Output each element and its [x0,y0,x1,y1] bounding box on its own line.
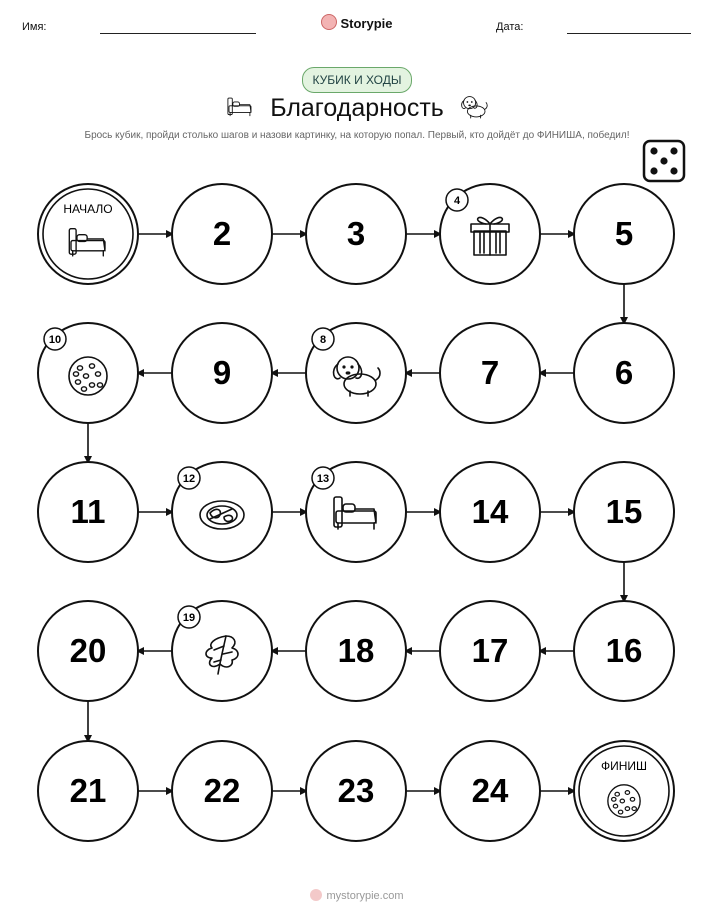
pig-logo-icon [310,889,322,901]
cell-number: 2 [212,215,232,252]
badge-number: 19 [182,612,196,624]
die-pip [650,167,657,174]
cell-number: 17 [471,632,509,669]
cell-number-badge [446,189,468,211]
puppy-icon [462,97,488,118]
board-cell-18 [306,601,406,701]
game-badge: КУБИК И ХОДЫ [302,67,412,93]
brand-name: Storypie [340,16,393,31]
board-cell-17 [440,601,540,701]
board-cell-23 [306,741,406,841]
die-icon [644,141,684,181]
instructions: Брось кубик, пройди столько шагов и назови картинку, на которую попал. Первый, кто дойдёт до ФИНИША, победил! [84,130,630,141]
die-pip [650,147,657,154]
board-cell-22 [172,741,272,841]
badge-number: 8 [319,334,327,346]
badge-number: 4 [453,195,461,207]
board-cell-1 [38,184,138,284]
cell-number: 23 [337,772,375,809]
die-pip [670,147,677,154]
die-pip [670,167,677,174]
board-cell-2 [172,184,272,284]
board-cell-25 [574,741,674,841]
cell-number: 21 [69,772,107,809]
board-cell-10 [38,323,138,423]
cell-number: 14 [471,493,509,530]
cell-number-badge [312,328,334,350]
footer-text: mystorypie.com [326,890,404,902]
board-cell-3 [306,184,406,284]
finish-label: ФИНИШ [600,759,648,773]
cell-number-badge [178,467,200,489]
board-cell-16 [574,601,674,701]
cell-number: 3 [346,215,366,252]
board-cell-13 [306,462,406,562]
die-pip [660,157,667,164]
board-cell-7 [440,323,540,423]
cell-number: 18 [337,632,375,669]
name-label: Имя: [22,21,47,33]
board-cell-14 [440,462,540,562]
board-cell-20 [38,601,138,701]
cell-number: 6 [614,354,634,391]
cell-number: 5 [614,215,634,252]
board-cell-6 [574,323,674,423]
cell-number-badge [178,606,200,628]
board-cell-21 [38,741,138,841]
board-cell-5 [574,184,674,284]
cell-number: 22 [203,772,241,809]
cell-number: 24 [471,772,509,809]
board-cell-8 [306,323,406,423]
date-label: Дата: [496,21,524,33]
bed-icon [228,98,251,116]
board-cell-9 [172,323,272,423]
board-cell-4 [440,184,540,284]
cell-number: 16 [605,632,643,669]
board-cell-11 [38,462,138,562]
cell-number: 15 [605,493,643,530]
badge-number: 13 [316,473,330,485]
cell-number-badge [44,328,66,350]
badge-number: 10 [48,334,62,346]
page-title: Благодарность [270,94,444,122]
cell-number: 9 [212,354,232,391]
board-cell-15 [574,462,674,562]
start-label: НАЧАЛО [63,202,113,216]
cell-number: 7 [480,354,500,391]
cell-number: 20 [69,632,107,669]
cell-number-badge [312,467,334,489]
board-cell-19 [172,601,272,701]
cell-number: 11 [70,493,106,530]
board-cell-12 [172,462,272,562]
badge-number: 12 [182,473,196,485]
board-cell-24 [440,741,540,841]
footer [0,889,714,902]
